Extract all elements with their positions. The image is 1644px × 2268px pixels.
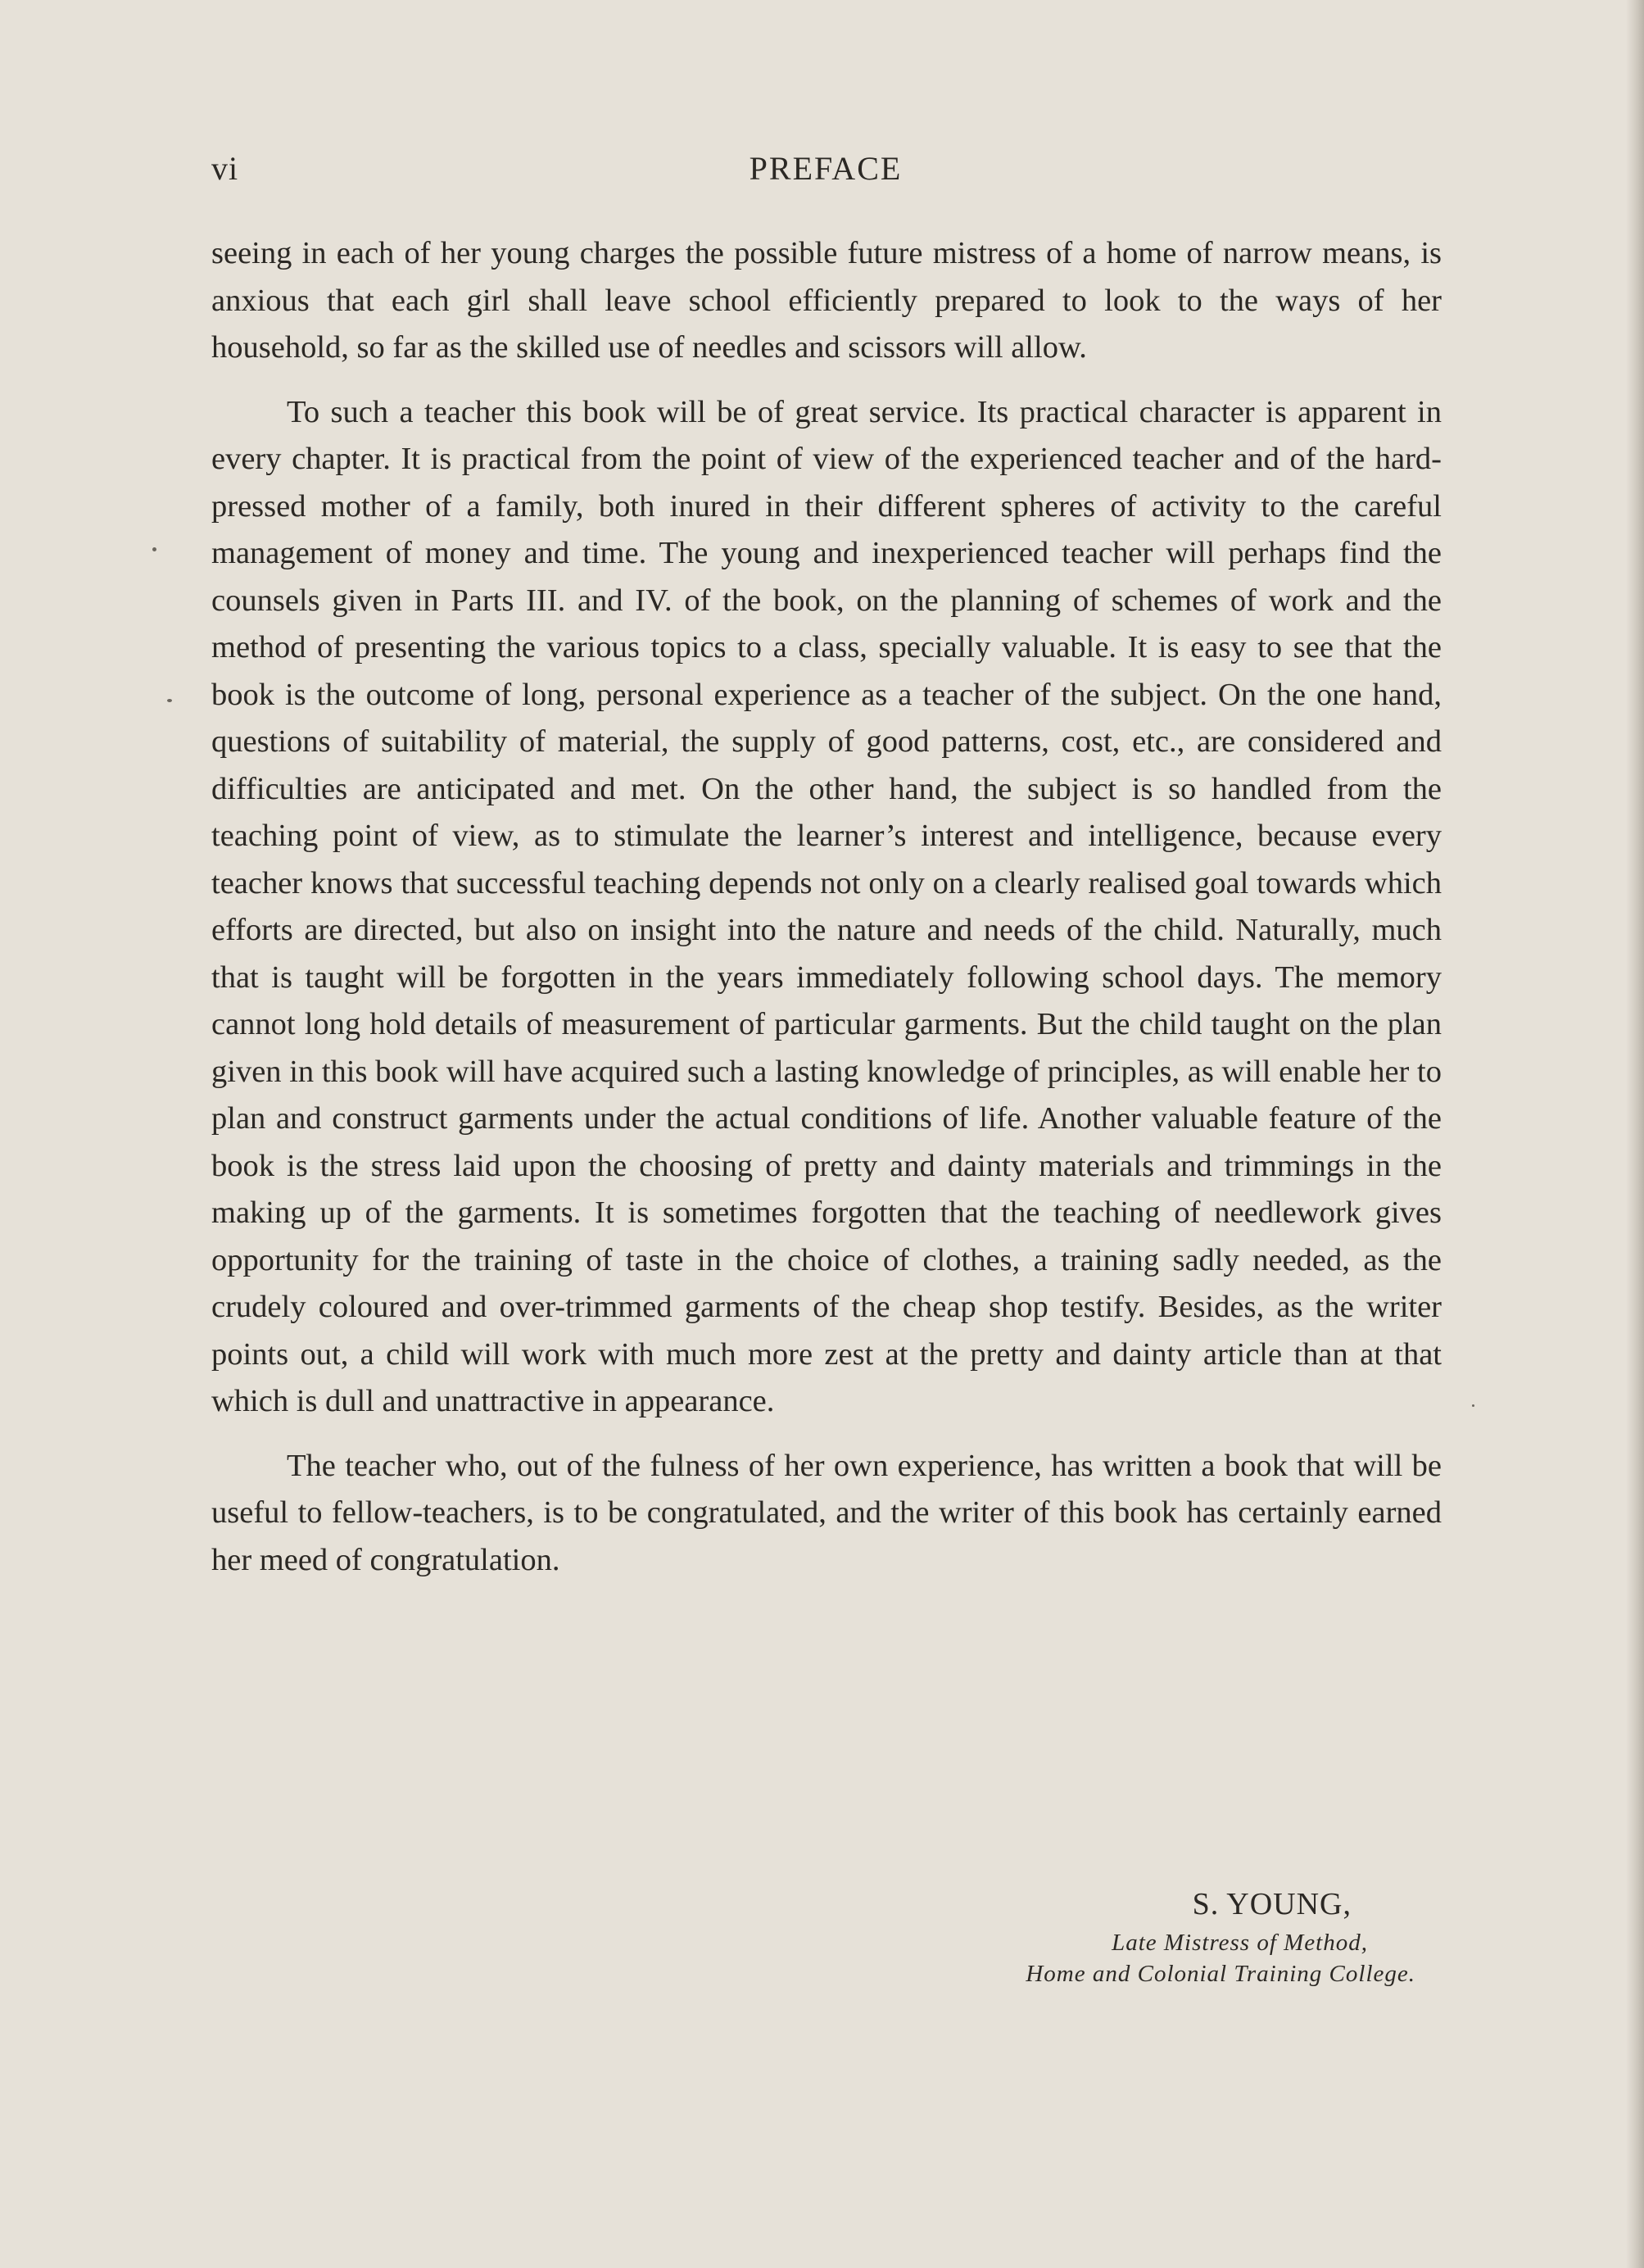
paragraph-continuation: seeing in each of her young charges the possible future mistress of a home of narrow means, is anxious that each girl shall leave school efficiently prepared to look to the ways of her household, so far as the skilled use of needles and scissors will allow.: [211, 236, 1442, 365]
paper-speck: [1472, 1404, 1474, 1407]
paper-speck: [152, 547, 156, 551]
signatory-name: S. YOUNG,: [1192, 1887, 1352, 1921]
paragraph-main: To such a teacher this book will be of great service. Its practical character is apparent in every chapter. It is practical from the point of view of the experienced teacher and of the hard-pressed mother of a family, both inured in their different spheres of activity to the careful management of money and time. The young and inexperienced teacher will perhaps find the counsels given in Parts III. and IV. of the book, on the planning of schemes of work and the method of presenting the various topics to a class, specially valuable. It is easy to see that the book is the outcome of long, personal experience as a teacher of the subject. On the one hand, questions of suitability of material, the supply of good patterns, cost, etc., are considered and difficulties are anticipated and met. On the other hand, the subject is so handled from the teaching point of view, as to stimulate the learner’s interest and intelligence, because every teacher knows that successful teaching depends not only on a clearly realised goal towards which efforts are directed, but also on insight into the nature and needs of the child. Naturally, much that is taught will be forgotten in the years immediately following school days. The memory cannot long hold details of measurement of particular garments. But the child taught on the plan given in this book will have acquired such a lasting knowledge of principles, as will enable her to plan and construct garments under the actual conditions of life. Another valuable feature of the book is the stress laid upon the choosing of pretty and dainty materials and trimmings in the making up of the garments. It is sometimes forgotten that the teaching of needlework gives opportunity for the training of taste in the choice of clothes, a training sadly needed, as the crudely coloured and over-trimmed garments of the cheap shop testify. Besides, as the writer points out, a child will work with much more zest at the pretty and dainty article than at that which is dull and unattractive in appearance.: [211, 394, 1442, 1418]
page-header: [211, 149, 1440, 198]
paragraph-closing: The teacher who, out of the fulness of her own experience, has written a book that will be useful to fellow-teachers, is to be congratulated, and the writer of this book has certainly earned her meed of congratulation.: [211, 1448, 1442, 1577]
page-edge-shadow: [1626, 0, 1644, 2268]
page-number: vi: [211, 150, 239, 187]
paper-speck: [167, 699, 172, 702]
signature-block: [211, 1881, 1442, 1989]
signatory-institution: Home and Colonial Training College.: [1026, 1961, 1415, 1987]
preface-body: [211, 230, 1442, 1584]
signatory-role: Late Mistress of Method,: [1112, 1930, 1368, 1956]
running-title: PREFACE: [749, 150, 903, 187]
